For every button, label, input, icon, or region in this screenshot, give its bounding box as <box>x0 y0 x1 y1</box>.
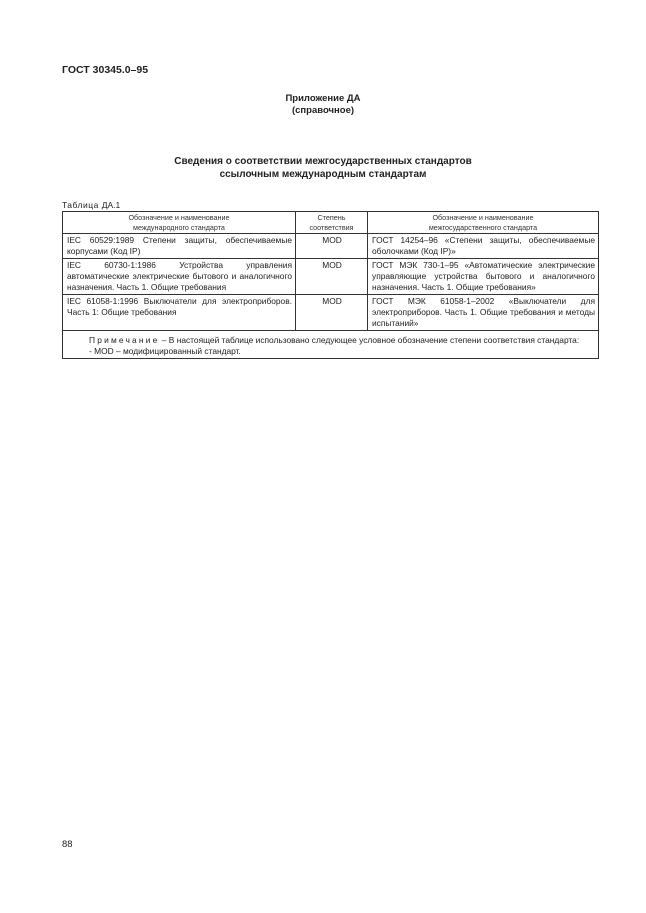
section-title-line-1: Сведения о соответствии межгосударственных стандартов <box>174 156 472 167</box>
table-note <box>63 331 599 359</box>
table-header-row <box>63 212 599 234</box>
international-standard-cell: IEC 60730-1:1986 Устройства управления автоматические электрические бытового и аналогичного назначения. Часть 1. Общие требования <box>63 259 296 295</box>
header-line: межгосударственного стандарта <box>428 222 538 232</box>
column-header-international <box>63 212 296 234</box>
note-item: - MOD – модифицированный стандарт. <box>89 346 241 356</box>
header-line: соответствия <box>309 222 354 232</box>
degree-cell: MOD <box>296 234 368 259</box>
correspondence-table <box>62 211 599 359</box>
note-indent <box>67 335 89 345</box>
degree-cell: MOD <box>296 259 368 295</box>
interstate-standard-cell: ГОСТ МЭК 61058-1–2002 «Выключатели для электроприборов. Часть 1. Общие требования и методы испытаний» <box>368 295 599 331</box>
degree-cell: MOD <box>296 295 368 331</box>
note-label: Примечание <box>89 335 160 345</box>
table-row <box>63 295 599 331</box>
interstate-standard-cell: ГОСТ МЭК 730-1–95 «Автоматические электрические управляющие устройства бытового и аналогичного назначения. Часть 1. Общие требования» <box>368 259 599 295</box>
header-line: Обозначение и наименование <box>432 213 534 222</box>
section-title-line-2: ссылочным международным стандартам <box>219 169 427 180</box>
appendix-heading <box>0 93 646 117</box>
table-note-row <box>63 331 599 359</box>
table-row <box>63 259 599 295</box>
table-caption <box>62 200 120 210</box>
page-number: 88 <box>62 839 73 850</box>
note-text: – В настоящей таблице использовано следующее условное обозначение степени соответствия стандарта: <box>159 335 580 345</box>
interstate-standard-cell: ГОСТ 14254–96 «Степени защиты, обеспечиваемые оболочками (Код IP)» <box>368 234 599 259</box>
document-header: ГОСТ 30345.0–95 <box>62 64 149 76</box>
international-standard-cell: IEC 60529:1989 Степени защиты, обеспечиваемые корпусами (Код IP) <box>63 234 296 259</box>
section-title <box>0 155 646 181</box>
header-line: международного стандарта <box>133 222 225 232</box>
column-header-interstate <box>368 212 599 234</box>
header-line: Обозначение и наименование <box>128 213 230 222</box>
international-standard-cell: IEC 61058-1:1996 Выключатели для электроприборов. Часть 1: Общие требования <box>63 295 296 331</box>
table-caption-number: ДА.1 <box>101 200 121 210</box>
header-line: Степень <box>317 213 346 222</box>
table-row <box>63 234 599 259</box>
appendix-title: Приложение ДА <box>285 93 361 104</box>
table-caption-label: Таблица <box>62 200 99 210</box>
appendix-subtitle: (справочное) <box>291 105 355 116</box>
column-header-degree <box>296 212 368 234</box>
